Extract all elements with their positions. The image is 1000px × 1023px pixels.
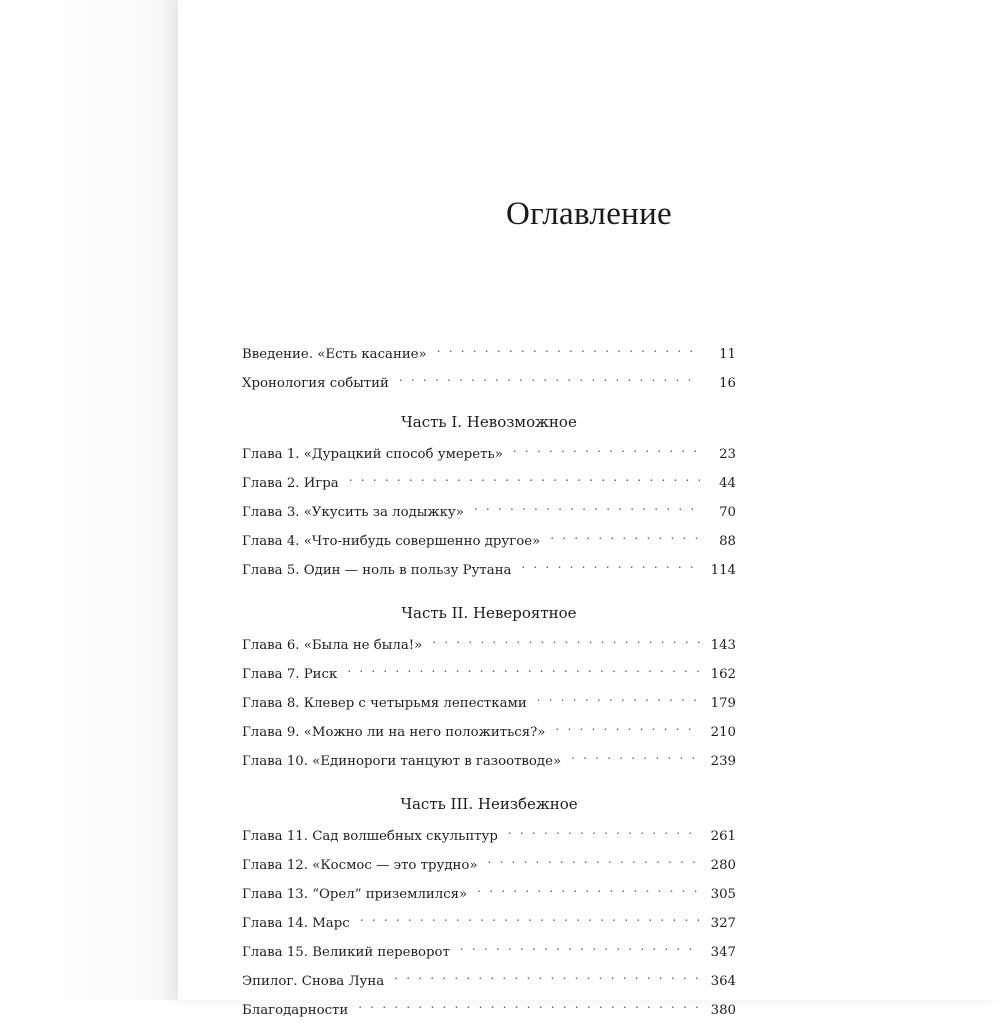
dot-leader [454,936,700,956]
toc-entry-label: Глава 3. «Укусить за лодыжку» [242,505,464,520]
toc-entry-chapter-10 [242,745,736,774]
dot-leader [431,338,700,358]
dot-leader [341,658,700,678]
toc-entry-label: Глава 14. Марс [242,916,350,931]
dot-leader [507,438,700,458]
toc-entry-acknowledgements [242,994,736,1023]
dot-leader [471,878,700,898]
toc-entry-page: 143 [710,638,736,653]
toc-entry-page: 88 [719,534,736,549]
dot-leader [502,820,700,840]
dot-leader [516,554,701,574]
toc-entry-chapter-9 [242,716,736,745]
toc-entry-label: Благодарности [242,1003,349,1018]
toc-entry-page: 16 [719,376,736,391]
toc-entry-page: 305 [710,887,736,902]
toc-entry-label: Хронология событий [242,376,389,391]
page-title: Оглавление [505,196,673,232]
toc-entry-label: Эпилог. Снова Луна [242,974,385,989]
toc-entry-label: Глава 4. «Что-нибудь совершенно другое» [242,534,541,549]
toc-entry-label: Глава 10. «Единороги танцуют в газоотводе» [242,754,562,769]
toc-entry-page: 239 [710,754,736,769]
toc-entry-chapter-5 [242,554,736,583]
toc-entry-label: Глава 2. Игра [242,476,339,491]
toc-entry-page: 364 [710,974,736,989]
toc-entry-introduction [242,338,736,367]
toc-entry-page: 162 [710,667,736,682]
toc-entry-chapter-3 [242,496,736,525]
toc-entry-chapter-15 [242,936,736,965]
dot-leader [352,994,700,1014]
toc-entry-label: Глава 11. Сад волшебных скульптур [242,829,498,844]
toc-entry-label: Глава 6. «Была не была!» [242,638,423,653]
toc-entry-label: Глава 9. «Можно ли на него положиться?» [242,725,546,740]
toc-entry-chapter-12 [242,849,736,878]
dot-leader [393,367,700,387]
book-page [178,0,1000,1018]
dot-leader [426,629,700,649]
toc-entry-label: Глава 15. Великий переворот [242,945,450,960]
toc-entry-page: 114 [710,563,736,578]
toc-entry-chapter-4 [242,525,736,554]
toc-entry-label: Глава 13. “Орел” приземлился» [242,887,468,902]
page-gutter [0,0,178,1000]
toc-entry-label: Глава 1. «Дурацкий способ умереть» [242,447,503,462]
toc-entry-chapter-13 [242,878,736,907]
toc-entry-chapter-2 [242,467,736,496]
toc-entry-page: 70 [719,505,736,520]
toc-entry-chapter-14 [242,907,736,936]
part-heading-3: Часть III. Неизбежное [400,795,578,813]
toc-entry-chapter-7 [242,658,736,687]
dot-leader [468,496,700,516]
dot-leader [343,467,700,487]
part-heading-2: Часть II. Невероятное [401,604,577,622]
toc-entry-label: Глава 7. Риск [242,667,338,682]
toc-entry-page: 44 [719,476,736,491]
toc-entry-chapter-1 [242,438,736,467]
toc-entry-page: 261 [710,829,736,844]
table-of-contents [242,338,736,1023]
toc-entry-label: Глава 12. «Космос — это трудно» [242,858,478,873]
dot-leader [531,687,700,707]
toc-entry-page: 380 [710,1003,736,1018]
toc-entry-chapter-11 [242,820,736,849]
toc-entry-chronology [242,367,736,396]
toc-entry-page: 23 [719,447,736,462]
toc-entry-page: 210 [710,725,736,740]
dot-leader [565,745,700,765]
toc-entry-chapter-6 [242,629,736,658]
toc-entry-label: Глава 5. Один — ноль в пользу Рутана [242,563,512,578]
dot-leader [544,525,700,545]
toc-entry-page: 327 [710,916,736,931]
toc-entry-epilogue [242,965,736,994]
dot-leader [482,849,700,869]
toc-entry-page: 280 [710,858,736,873]
toc-entry-page: 11 [719,347,736,362]
toc-entry-label: Глава 8. Клевер с четырьмя лепестками [242,696,527,711]
dot-leader [354,907,700,927]
toc-entry-page: 347 [710,945,736,960]
toc-entry-chapter-8 [242,687,736,716]
dot-leader [388,965,700,985]
toc-entry-label: Введение. «Есть касание» [242,347,427,362]
part-heading-1: Часть I. Невозможное [401,413,577,431]
dot-leader [549,716,700,736]
toc-entry-page: 179 [710,696,736,711]
